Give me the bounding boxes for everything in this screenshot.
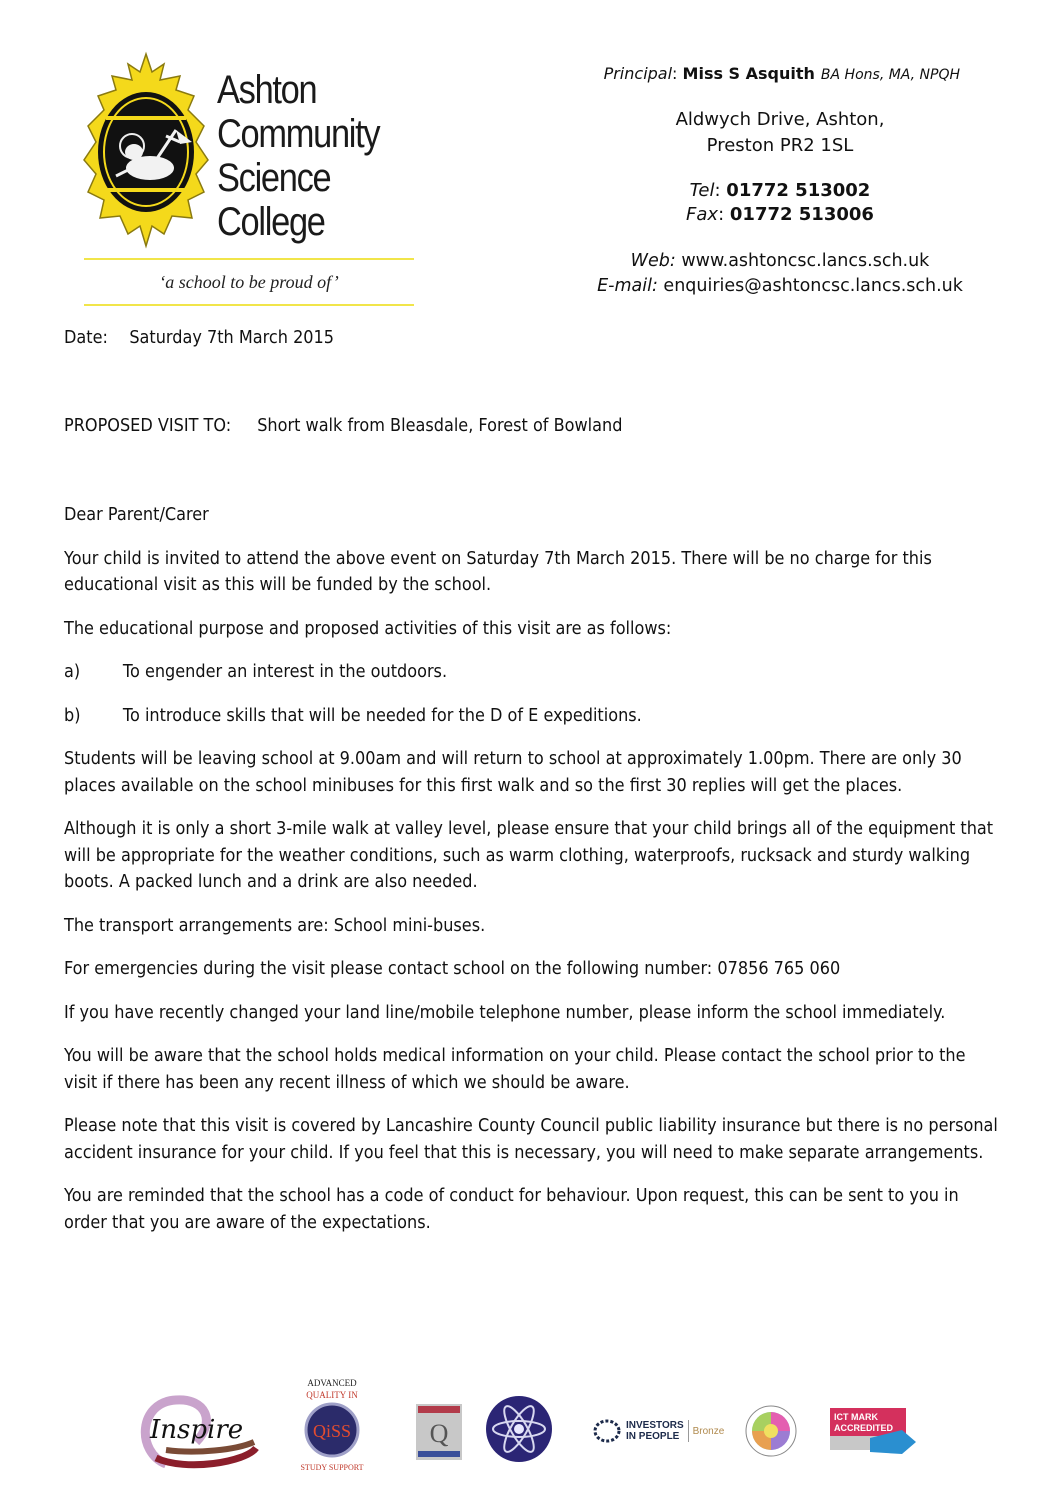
fax-number: 01772 513006 <box>729 204 874 225</box>
inspire-text: Inspire <box>150 1415 244 1445</box>
quality-mark-logo <box>416 1404 462 1460</box>
qiss-logo <box>290 1374 374 1478</box>
paragraph-purpose: The educational purpose and proposed activities of this visit are as follows: <box>64 618 672 639</box>
school-name-line-2: Community <box>217 112 380 156</box>
paragraph-insurance: Please note that this visit is covered by Lancashire County Council public liability insurance but there is no personal accident insurance for your child. If you feel that this is necessary, you will need to make separate arrangements. <box>64 1116 998 1163</box>
school-name-line-4: College <box>217 200 325 244</box>
healthy-schools-logo <box>744 1404 798 1458</box>
iip-line-1: INVESTORS <box>626 1420 684 1431</box>
tel-label: Tel <box>689 180 715 201</box>
svg-text:Q: Q <box>429 1419 449 1448</box>
svg-text:QiSS: QiSS <box>312 1421 352 1441</box>
science-atom-logo <box>484 1394 554 1464</box>
svg-text:ICT MARK: ICT MARK <box>834 1412 878 1422</box>
visit-label: PROPOSED VISIT TO: <box>64 416 232 436</box>
address-line-2: Preston PR2 1SL <box>706 135 854 156</box>
address-line-1: Aldwych Drive, Ashton, <box>675 109 885 130</box>
fax-line: Fax: 01772 513006 <box>686 204 874 225</box>
school-crest-logo <box>80 50 212 250</box>
school-name <box>217 68 379 244</box>
list-marker: a) <box>64 662 81 682</box>
iip-level: Bronze <box>692 1425 725 1437</box>
tel-line: Tel: 01772 513002 <box>689 180 871 201</box>
paragraph-medical: You will be aware that the school holds medical information on your child. Please contact the school prior to the visit if there has been any recent illness of which we should be aware. <box>64 1046 966 1093</box>
paragraph-conduct: You are reminded that the school has a code of conduct for behaviour. Upon request, this can be sent to you in order that you are aware of the expectations. <box>64 1186 959 1233</box>
principal-line: Principal: Miss S Asquith BA Hons, MA, NPQH <box>603 64 960 83</box>
address <box>560 107 1000 159</box>
list-item <box>64 659 999 686</box>
salutation: Dear Parent/Carer <box>64 505 209 525</box>
svg-text:QUALITY IN: QUALITY IN <box>306 1390 358 1400</box>
email-label: E-mail: <box>597 276 658 296</box>
contact-block <box>560 64 1000 299</box>
email-line <box>560 274 1000 299</box>
svg-text:ACCREDITED: ACCREDITED <box>834 1423 894 1433</box>
inspire-logo <box>136 1392 268 1472</box>
school-name-line-1: Ashton <box>217 68 317 112</box>
paragraph-timings: Students will be leaving school at 9.00am and will return to school at approximately 1.00pm. There are only 30 places available on the school minibuses for this first walk and so the first 30 replies will get the places. <box>64 749 962 796</box>
paragraph-equipment: Although it is only a short 3-mile walk at valley level, please ensure that your child brings all of the equipment that will be appropriate for the weather conditions, such as warm clothing, waterproofs, rucksack and sturdy walking boots. A packed lunch and a drink are also needed. <box>64 819 994 892</box>
date-value: Saturday 7th March 2015 <box>129 328 335 348</box>
investors-in-people-logo <box>592 1418 724 1444</box>
iip-line-2: IN PEOPLE <box>626 1431 680 1442</box>
web-contact <box>560 249 1000 299</box>
laurel-wreath-icon <box>592 1418 622 1444</box>
email-link[interactable]: enquiries@ashtoncsc.lancs.sch.uk <box>663 276 963 296</box>
tagline: ‘a school to be proud of’ <box>159 271 339 292</box>
visit-line <box>64 414 999 438</box>
ict-mark-logo <box>830 1408 916 1456</box>
list-text: To engender an interest in the outdoors. <box>122 662 448 682</box>
web-label: Web: <box>630 251 676 271</box>
fax-label: Fax <box>686 204 719 225</box>
paragraph-emergency: For emergencies during the visit please contact school on the following number: 07856 765 060 <box>64 959 841 979</box>
paragraph-phone-change: If you have recently changed your land line/mobile telephone number, please inform the school immediately. <box>64 1002 946 1023</box>
visit-value: Short walk from Bleasdale, Forest of Bowland <box>257 416 623 436</box>
list-marker: b) <box>64 705 81 726</box>
school-name-line-3: Science <box>217 156 331 200</box>
principal-label: Principal <box>603 64 673 83</box>
web-line <box>560 249 1000 274</box>
list-item <box>64 703 999 730</box>
tagline-banner <box>84 258 414 306</box>
list-text: To introduce skills that will be needed for the D of E expeditions. <box>122 705 642 726</box>
web-link[interactable]: www.ashtoncsc.lancs.sch.uk <box>681 251 930 271</box>
tel-number: 01772 513002 <box>726 180 871 201</box>
svg-text:STUDY SUPPORT: STUDY SUPPORT <box>300 1463 364 1472</box>
date-line <box>64 326 999 350</box>
phone-numbers <box>560 179 1000 227</box>
letter-body <box>64 326 998 1236</box>
principal-qualifications: BA Hons, MA, NPQH <box>820 67 960 83</box>
paragraph-invitation: Your child is invited to attend the above event on Saturday 7th March 2015. There will be no charge for this educational visit as this will be funded by the school. <box>64 548 932 595</box>
date-label: Date: <box>64 328 108 348</box>
svg-text:ADVANCED: ADVANCED <box>307 1378 357 1388</box>
principal-name: Miss S Asquith <box>682 64 815 83</box>
paragraph-transport: The transport arrangements are: School mini-buses. <box>64 915 486 936</box>
